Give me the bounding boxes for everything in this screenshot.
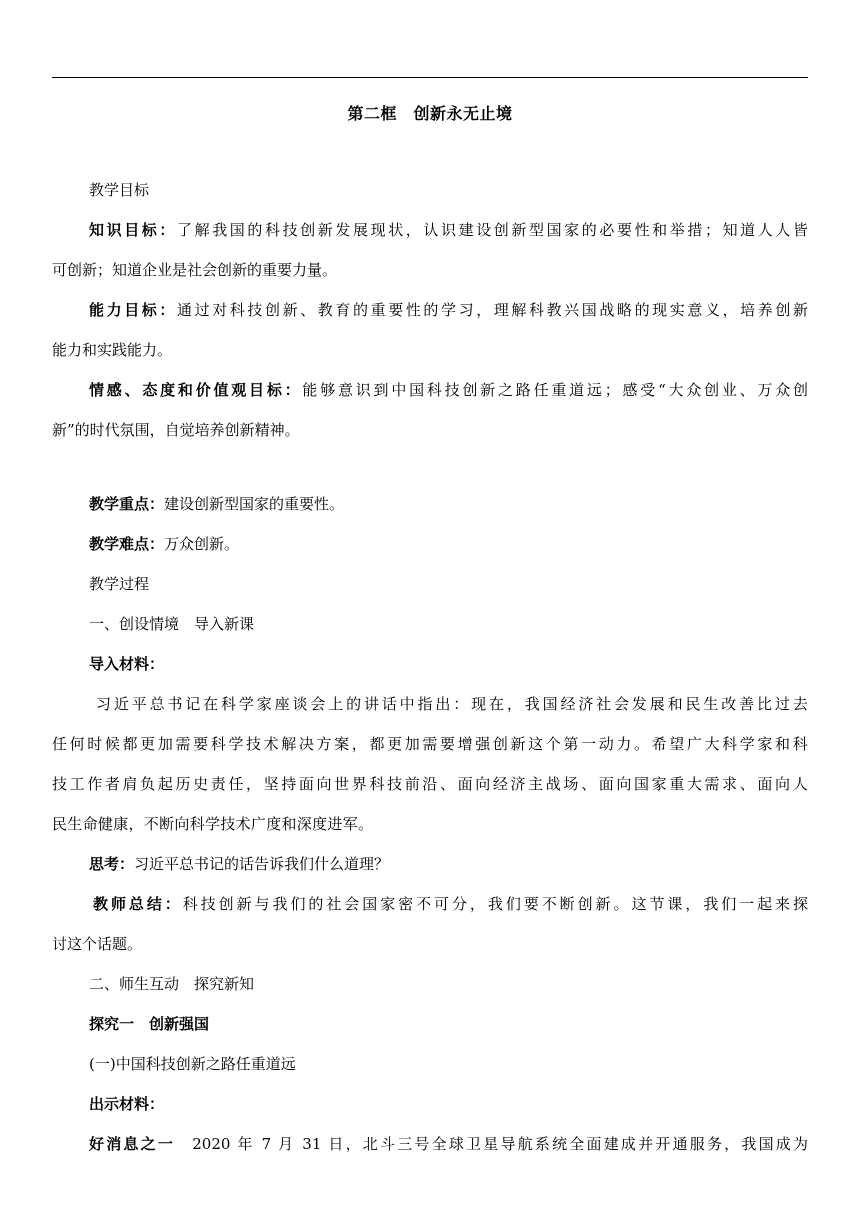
subsection-heading-1: (一)中国科技创新之路任重道远	[89, 1055, 296, 1073]
ability-objective-text: 通过对科技创新、教育的重要性的学习，理解科教兴国战略的现实意义，培养创新	[177, 301, 808, 319]
emotion-objective-line2: 新”的时代氛围，自觉培养创新精神。	[52, 421, 300, 439]
quote-line3: 技工作者肩负起历史责任，坚持面向世界科技前沿、面向经济主战场、面向国家重大需求、面向人	[52, 775, 808, 793]
process-section	[52, 484, 808, 1164]
good-news-text: 2020 年 7 月 31 日，北斗三号全球卫星导航系统全面建成并开通服务，我国成为	[175, 1135, 808, 1153]
key-point-text: 建设创新型国家的重要性。	[164, 495, 345, 513]
summary-line1	[52, 884, 808, 924]
summary-text: 科技创新与我们的社会国家密不可分，我们要不断创新。这节课，我们一起来探	[182, 895, 808, 913]
header-rule	[52, 77, 808, 78]
difficulty	[52, 524, 808, 564]
key-point	[52, 484, 808, 524]
emotion-objective-text: 能够意识到中国科技创新之路任重道远；感受“大众创业、万众创	[302, 381, 808, 399]
intro-material-label: 导入材料：	[89, 655, 165, 673]
key-point-label: 教学重点：	[89, 495, 165, 513]
objectives-heading: 教学目标	[89, 181, 150, 199]
section-heading-2: 二、师生互动 探究新知	[89, 975, 255, 993]
objectives-section	[52, 170, 808, 450]
think-text: 习近平总书记的话告诉我们什么道理？	[134, 855, 390, 873]
quote-line1: 习近平总书记在科学家座谈会上的讲话中指出：现在，我国经济社会发展和民生改善比过去	[96, 695, 808, 713]
explore-heading-1: 探究一 创新强国	[89, 1015, 210, 1033]
ability-objective-line1	[52, 290, 808, 330]
knowledge-objective-label: 知识目标：	[89, 221, 177, 239]
knowledge-objective-text: 了解我国的科技创新发展现状，认识建设创新型国家的必要性和举措；知道人人皆	[177, 221, 808, 239]
ability-objective-label: 能力目标：	[89, 301, 177, 319]
think-label: 思考：	[89, 855, 135, 873]
section-heading-1: 一、创设情境 导入新课	[89, 615, 255, 633]
page-title: 第二框 创新永无止境	[347, 104, 513, 123]
show-material-label: 出示材料：	[89, 1095, 165, 1113]
good-news-label: 好消息之一	[89, 1135, 176, 1153]
emotion-objective-line1	[52, 370, 808, 410]
difficulty-text: 万众创新。	[164, 535, 240, 553]
emotion-objective-label: 情感、态度和价值观目标：	[89, 381, 303, 399]
ability-objective-line2: 能力和实践能力。	[52, 341, 173, 359]
knowledge-objective-line1	[52, 210, 808, 250]
good-news-1	[52, 1124, 808, 1164]
quote-line4: 民生命健康，不断向科学技术广度和深度进军。	[52, 815, 374, 833]
knowledge-objective-line2: 可创新；知道企业是社会创新的重要力量。	[52, 261, 338, 279]
summary-line2: 讨这个话题。	[52, 935, 143, 953]
process-heading: 教学过程	[89, 575, 150, 593]
quote-line2: 任何时候都更加需要科学技术解决方案，都更加需要增强创新这个第一动力。希望广大科学家和科	[52, 735, 808, 753]
summary-label: 教师总结：	[93, 895, 183, 913]
think-question	[52, 844, 808, 884]
difficulty-label: 教学难点：	[89, 535, 165, 553]
